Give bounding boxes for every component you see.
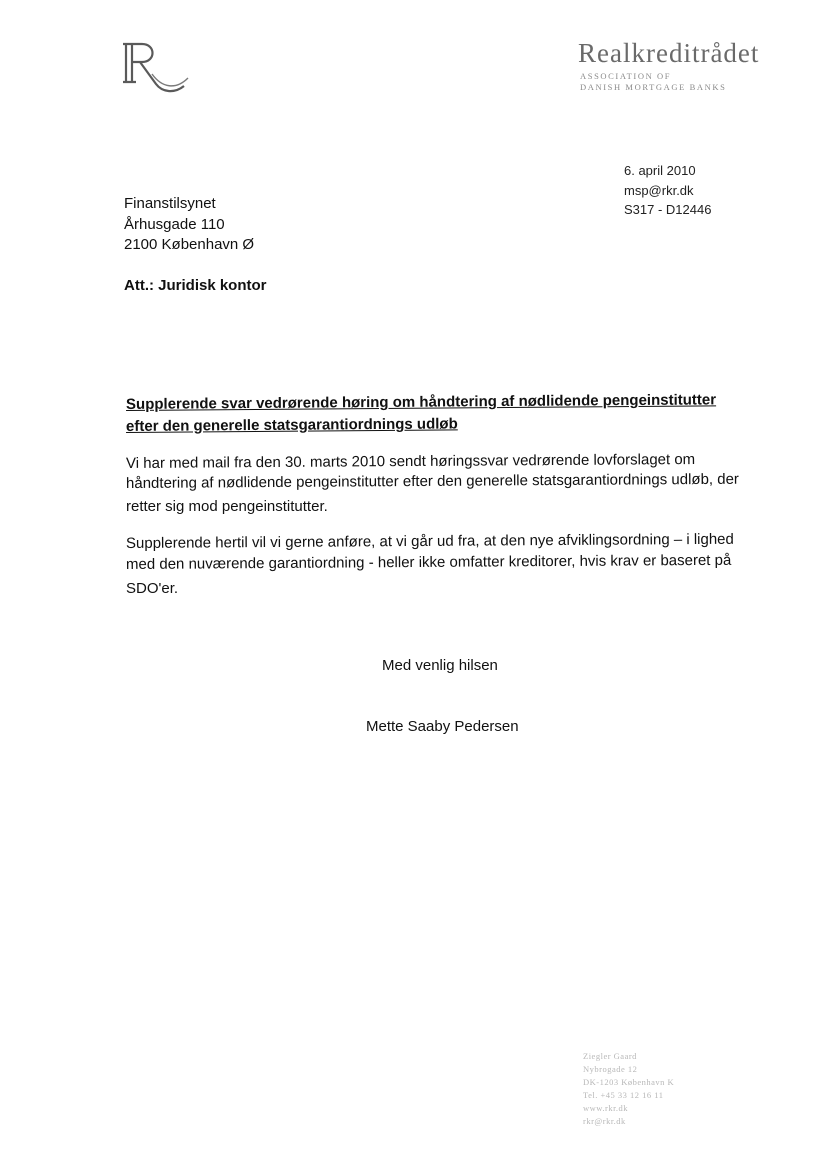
- attention-line: Att.: Juridisk kontor: [124, 277, 267, 294]
- sender-email: msp@rkr.dk: [624, 183, 694, 198]
- recipient-name: Finanstilsynet: [124, 195, 216, 212]
- recipient-street: Århusgade 110: [124, 216, 225, 233]
- footer-line: Tel. +45 33 12 16 11: [583, 1090, 664, 1100]
- reference-number: S317 - D12446: [624, 202, 712, 217]
- paragraph-1-line-1: Vi har med mail fra den 30. marts 2010 sendt høringssvar vedrørende lovforslaget om: [125, 451, 696, 472]
- paragraph-1-line-2: håndtering af nødlidende pengeinstitutter efter den generelle statsgarantiordnings udløb, der: [125, 470, 739, 492]
- letterhead-subtitle-line2: DANISH MORTGAGE BANKS: [580, 82, 727, 92]
- paragraph-2-line-3: SDO'er.: [126, 580, 179, 597]
- recipient-city: 2100 København Ø: [124, 236, 255, 253]
- subject-line-1: Supplerende svar vedrørende høring om håndtering af nødlidende pengeinstitutter: [125, 391, 717, 413]
- subject-line-2: efter den generelle statsgarantiordnings udløb: [125, 415, 458, 435]
- footer-line: Ziegler Gaard: [583, 1051, 637, 1061]
- letterhead-name: Realkreditrådet: [578, 38, 760, 68]
- footer-line: DK-1203 København K: [583, 1077, 675, 1087]
- paragraph-2-line-2: med den nuværende garantiordning - heller ikke omfatter kreditorer, hvis krav er baseret på: [125, 551, 732, 573]
- paragraph-2-line-1: Supplerende hertil vil vi gerne anføre, at vi går ud fra, at den nye afviklingsordning – i lighed: [125, 530, 734, 552]
- rkr-logo-icon: [122, 40, 194, 96]
- closing-greeting: Med venlig hilsen: [382, 657, 498, 674]
- footer-address: [583, 1050, 674, 1128]
- footer-line: www.rkr.dk: [583, 1103, 629, 1113]
- footer-line: rkr@rkr.dk: [583, 1116, 626, 1126]
- signer-name: Mette Saaby Pedersen: [366, 718, 519, 735]
- letter-date: 6. april 2010: [624, 163, 696, 178]
- letterhead-subtitle-line1: ASSOCIATION OF: [580, 71, 672, 81]
- footer-line: Nybrogade 12: [583, 1064, 638, 1074]
- paragraph-1-line-3: retter sig mod pengeinstitutter.: [126, 498, 328, 515]
